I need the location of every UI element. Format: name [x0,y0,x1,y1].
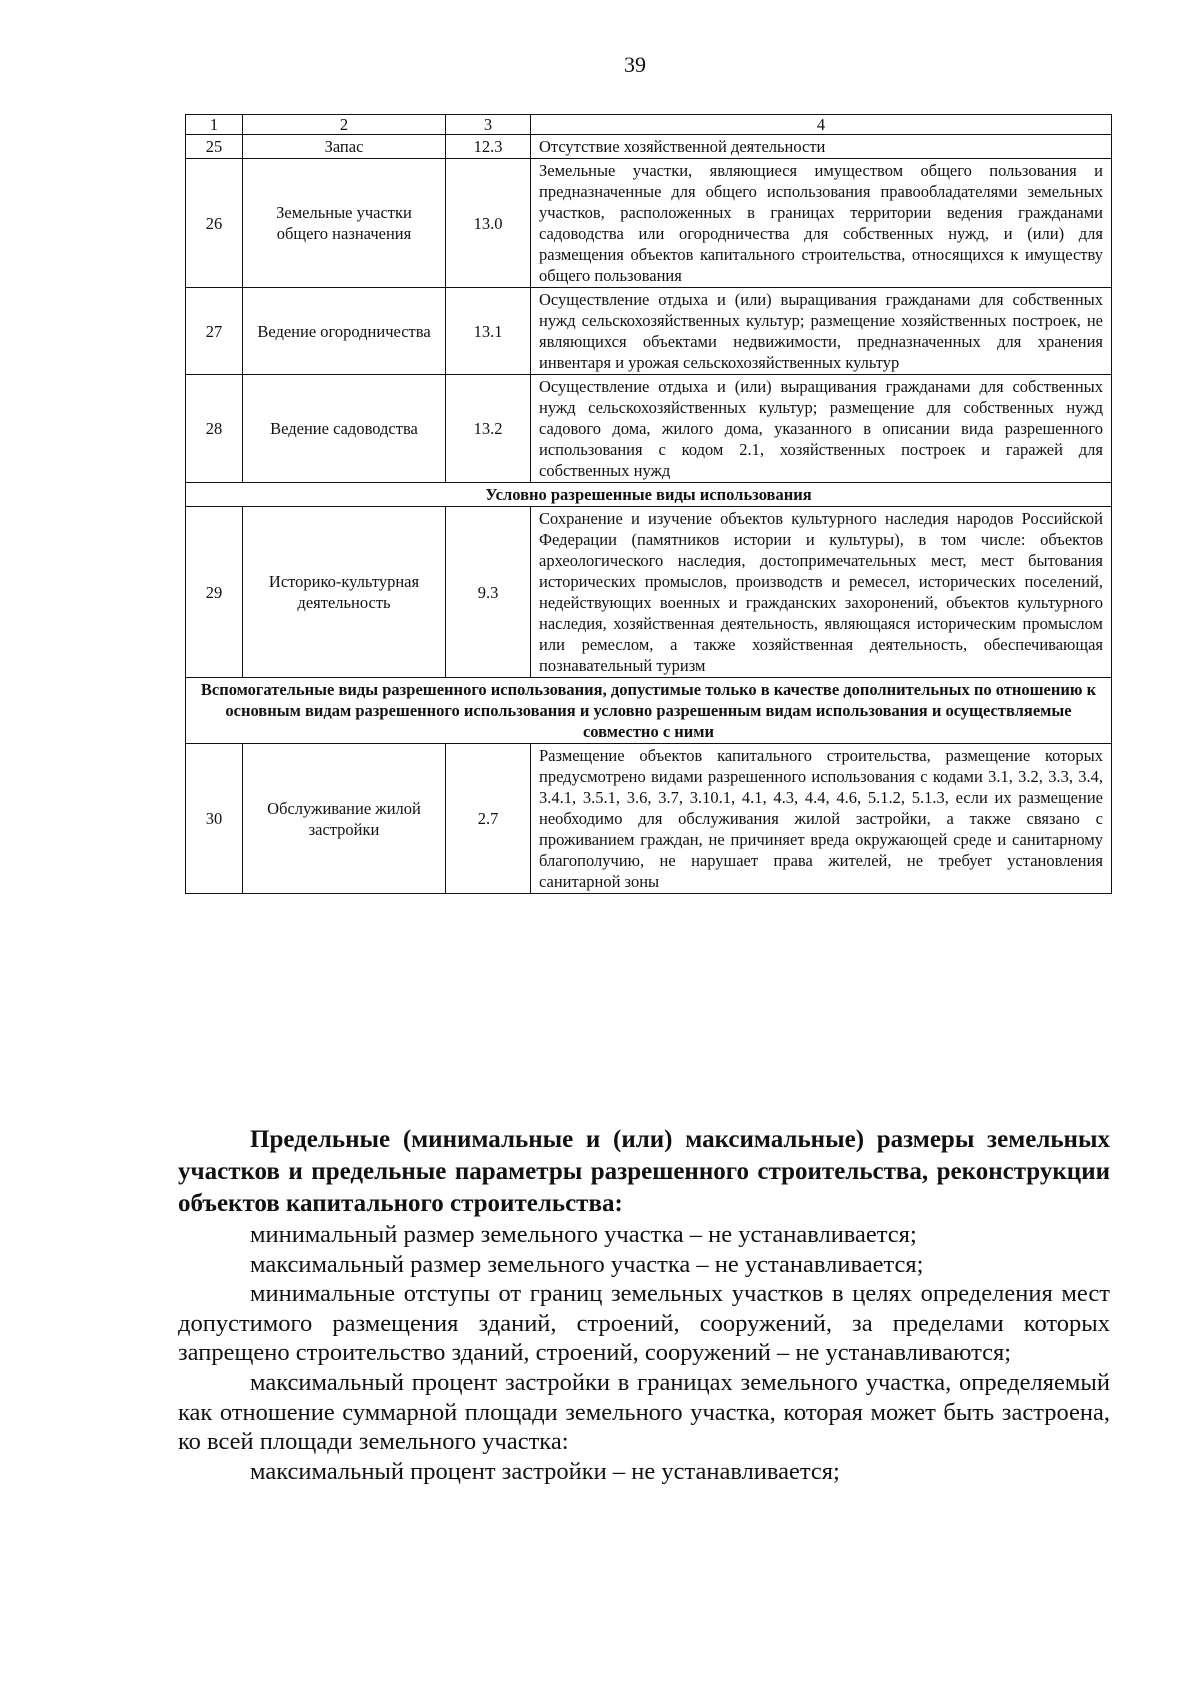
table-row [186,507,1112,678]
table-row [186,288,1112,375]
use-name: Историко-культурная деятельность [243,507,446,678]
table-row [186,744,1112,894]
table-row [186,375,1112,483]
use-name: Запас [243,135,446,159]
parameters-section [178,1124,1110,1486]
row-number: 26 [186,159,243,288]
use-code: 2.7 [446,744,531,894]
use-description: Размещение объектов капитального строительства, размещение которых предусмотрено видами разрешенного использования с кодами 3.1, 3.2, 3.3, 3.4, 3.4.1, 3.5.1, 3.6, 3.7, 3.10.1, 4.1, 4.3, 4.4, 4.6, 5.1.2, 5.1.3, если их размещение необходимо для обслуживания жилой застройки, а также связано с проживанием граждан, не причиняет вреда окружающей среде и санитарному благополучию, не нарушает права жителей, не требует установления санитарной зоны [531,744,1112,894]
column-number-3: 3 [446,115,531,135]
table-row [186,135,1112,159]
paragraph: максимальный процент застройки – не устанавливается; [250,1457,840,1485]
row-number: 25 [186,135,243,159]
use-description: Осуществление отдыха и (или) выращивания гражданами для собственных нужд сельскохозяйственных культур; размещение хозяйственных построек, не являющихся объектами недвижимости, предназначенных для хранения инвентаря и урожая сельскохозяйственных культур [531,288,1112,375]
section-header-auxiliary [186,678,1112,744]
column-number-4: 4 [531,115,1112,135]
use-name: Земельные участки общего назначения [243,159,446,288]
paragraph: максимальный размер земельного участка – не устанавливается; [250,1250,924,1278]
use-description: Отсутствие хозяйственной деятельности [531,135,1112,159]
row-number: 27 [186,288,243,375]
use-description: Сохранение и изучение объектов культурного наследия народов Российской Федерации (памятников истории и культуры), в том числе: объектов археологического наследия, достопримечательных мест, мест бытования исторических промыслов, производств и ремесел, исторических поселений, недействующих военных и гражданских захоронений, объектов культурного наследия, хозяйственная деятельность, являющаяся историческим промыслом или ремеслом, а также хозяйственная деятельность, обеспечивающая познавательный туризм [531,507,1112,678]
row-number: 28 [186,375,243,483]
use-name: Обслуживание жилой застройки [243,744,446,894]
paragraph: минимальный размер земельного участка – не устанавливается; [250,1221,917,1248]
section-header-conditional [186,483,1112,507]
page-number: 39 [624,52,646,77]
use-name: Ведение садоводства [243,375,446,483]
row-number: 30 [186,744,243,894]
permitted-use-table [185,114,1112,894]
section-title: Вспомогательные виды разрешенного использования, допустимые только в качестве дополнительных по отношению к основным видам разрешенного использования и условно разрешенным видам использования и осуществляемые совместно с ними [186,678,1112,744]
use-code: 13.1 [446,288,531,375]
table-header-row [186,115,1112,135]
use-name: Ведение огородничества [243,288,446,375]
column-number-2: 2 [243,115,446,135]
table-row [186,159,1112,288]
paragraph: минимальные отступы от границ земельных участков в целях определения мест допустимого размещения зданий, строений, сооружений, за пределами которых запрещено строительство зданий, строений, сооружений – не устанавливаются; [178,1280,1110,1367]
use-description: Осуществление отдыха и (или) выращивания гражданами для собственных нужд сельскохозяйственных культур; размещение для собственных нужд садового дома, жилого дома, указанного в описании вида разрешенного использования с кодом 2.1, хозяйственных построек и гаражей для собственных нужд [531,375,1112,483]
use-code: 13.0 [446,159,531,288]
column-number-1: 1 [186,115,243,135]
paragraph: максимальный процент застройки в границах земельного участка, определяемый как отношение суммарной площади земельного участка, которая может быть застроена, ко всей площади земельного участка: [178,1368,1110,1456]
section-title: Условно разрешенные виды использования [186,483,1112,507]
use-description: Земельные участки, являющиеся имуществом общего пользования и предназначенные для общего использования правообладателями земельных участков, расположенных в границах территории ведения гражданами садоводства или огородничества для собственных нужд, и (или) для размещения объектов капитального строительства, относящихся к имуществу общего пользования [531,159,1112,288]
use-code: 12.3 [446,135,531,159]
row-number: 29 [186,507,243,678]
parameters-heading: Предельные (минимальные и (или) максимальные) размеры земельных участков и предельные параметры разрешенного строительства, реконструкции объектов капитального строительства: [178,1126,1110,1217]
use-code: 13.2 [446,375,531,483]
use-code: 9.3 [446,507,531,678]
